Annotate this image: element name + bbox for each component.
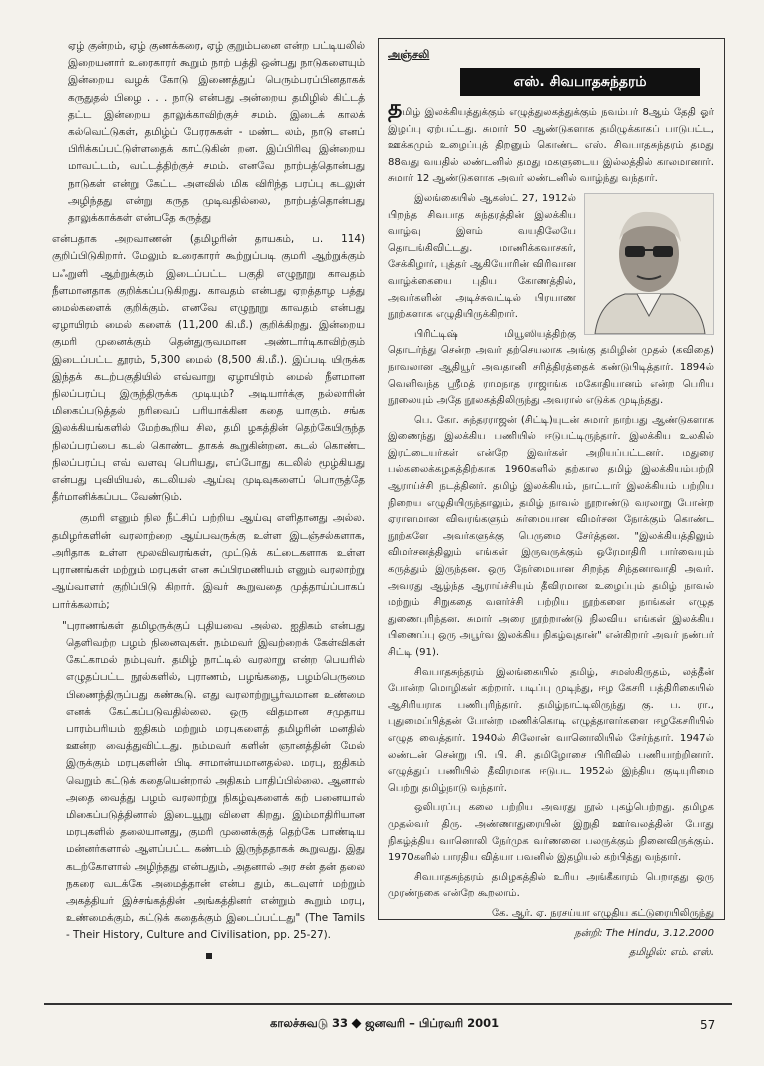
paragraph-2: என்பதாக அறவாணன் (தமிழரின் தாயகம், ப. 114) குறிப்பிடுகிறார். மேலும் உரைகாரர் கூற்றுப்படி குமரி ஆற்றுக்கும் பஃறுளி ஆற்றுக்கும் இடைப்பட்ட பகுதி எழுநூறு காவதம் நீளமானதாக குறிக்கப்படுகிறது. காவதம் என்பது ஏறத்தாழ பத்து மைல்களைக் குறிக்கும். எனவே எழுநூறு காவதம் என்பது ஏழாயிரம் மைல் களைக் (11,200 கி.மீ.) குறிக்கிறது. இன்றைய குமரி முனைக்கும் தென்துருவமான அண்டார்டிகாவிற்கும் இடைப்பட்ட தூரம், 5,300 மைல் (8,500 கி.மீ.). இப்படி யிருக்க இந்தக் கடற்பகுதியில் எவ்வாறு ஏழாயிரம் மைல் நீளமான நிலப்பரப்பு இருந்திருக்க முடியும்? அடியார்க்கு நல்லாரின் மிகைப்படுத்தல் நரிவைப் பரியாக்கின கதை யாகும். சங்க இலக்கியங்களில் மேற்கூறிய சில, தமி ழகத்தின் தெற்கேயிருந்த நிலப்பரப்பை கடல் கொண்ட தாகக் கூறுகின்றன. கடல் கொண்ட நிலப்பரப்பு எவ் வளவு பெரியது, எப்போது கடலில் மூழ்கியது என்பது புவியியல், கடலியல் ஆய்வு முடிவுகளைப் பொருத்தே தீர்மானிக்கப்பட வேண்டும். (52, 233, 365, 504)
tribute-column (388, 96, 714, 965)
paragraph-3: குமரி எனும் நில நீட்சிப் பற்றிய ஆய்வு எளிதானது அல்ல. தமிழர்களின் வரலாற்றை ஆய்பவருக்கு உள்ள இடஞ்சல்களாக, அரிதாக உள்ள மூலவிவரங்கள், முட்டுக் கட்டைகளாக உள்ள புராணங்கள் மற்றும் மரபுகள் என சுப்பிரமணியம் எனும் வரலாற்று ஆய்வாளர் குறிப்பிடு கிறார். இவர் கூறுவதை முத்தாய்ப்பாகப் பார்க்கலாம்; (52, 512, 365, 611)
quotation-block: "புராணங்கள் தமிழருக்குப் புதியவை அல்ல. ஐதிகம் என்பது தெளிவற்ற பழம் நினைவுகள். நம்மவர் இவற்றைக் கேள்விகள் கேட்காமல் நம்புவர். தமிழ் நாட்டில் வரலாறு என்ற பெயரில் எழுதப்பட்ட நூல்களில், புராணம், பழங்கதை, பழம்பெருமை பிணைந்திருப்பது கண்கூடு. எது வரலாற்றுபூர்வமான உண்மை எனக் கேட்கப்படுவதில்லை. ஒரு விதமான சமுதாய பாரம்பரியம் ஐதிகம் மற்றும் மரபுகளைத் தமிழரின் மனதில் ஊன்ற வைத்துவிட்டது. நம்மவர் களின் ஞானத்தின் மேல் இருக்கும் மரபுகளின் பிடி சாமான்யமானதல்ல. மரபு, ஐதிகம் வெறும் கட்டுக் கதையென்றால் அதிகம் பாதிப்பில்லை. ஆனால் அதை வைத்து பழம் வரலாற்று நிகழ்வுகளைக் கற் பனையால் மிகைப்படுத்தினால் இடையூறு விளை கிறது. இம்மாதிரியான மரபுகளில் தலையானது, குமரி முனைக்குத் தெற்கே பாண்டிய மன்னர்களால் ஆளப்பட்ட கண்டம் இருந்ததாகக் கூறுவது. இது கடற்கோளால் அழிந்தது என்பதும், அதனால் அர சன் தன் தலை நகரை வடக்கே அமைத்தான் என்ப தும், கடவுளர் மற்றும் அகத்தியர் இச்சங்கத்தின் அங்கத்தினர் என்றும் கூறும் மரபு, உண்மைக்கும், கட்டுக் கதைக்கும் இடைப்பட்டது" (The Tamils - Their History, Culture and Civilisation, pp. 25-27). (62, 619, 365, 942)
portrait-icon (585, 194, 713, 334)
drop-cap: த (388, 96, 403, 121)
credit-translator: தமிழில்: எம். எஸ். (629, 947, 714, 959)
section-tag: அஞ்சலி (388, 48, 430, 61)
credit-author: கே. ஆர். ஏ. நரசய்யா எழுதிய கட்டுரையிலிருந்து (491, 907, 714, 919)
tribute-paragraph-4: பெ. கோ. சுந்தரராஜன் (சிட்டி)யுடன் சுமார் நாற்பது ஆண்டுகளாக இணைந்து இலக்கிய பணியில் ஈடுபட்டிருந்தார். இலக்கிய உலகில் இரட்டையர்கள் என்றே இவர்கள் அறியப்பட்டனர். மதுரை பல்கலைக்கழகத்திற்காக 1960களில் தற்கால தமிழ் இலக்கியம்பற்றி ஆராய்ச்சி நடத்தினர். தமிழ் இலக்கியம், நாட்டார் இலக்கியம் பற்றிய நிறைய எழுதியிருந்தாலும், தமிழ் நாவல் நூறாண்டு வரலாறு போன்ற ஏராளமான விவரங்களும் சுர்மையான விமர்சன நோக்கும் கொண்ட நூற்களே அவர்களுக்கு பெருமை சேர்த்தன. "இலக்கியத்திலும் விமர்சனத்திலும் எங்கள் இருவருக்கும் ஒரேமாதிரி பார்வையும் கருத்தும் இருந்தன. ஒரு நேர்மையான சிறந்த சிந்தனாவாதி அவர். அவரது ஆழ்ந்த ஆராய்ச்சியும் தீவிரமான உழைப்பும் தமிழ் நாவல் மற்றும் சிறுகதை வளர்ச்சி பற்றிய நூற்களை நாங்கள் எழுத துணைபுரிந்தன. சுமார் அரை நூற்றாண்டு நிலவிய எங்கள் இலக்கிய பிணைப்பு ஒரு அபூர்வ இலக்கிய நிகழ்வுதான்" என்கிறார் அவர் நண்பர் சிட்டி (91). (388, 414, 714, 658)
tribute-paragraph-2: இலங்கையில் ஆகஸ்ட் 27, 1912ல் பிறந்த சிவபாத சுந்தரத்தின் இலக்கிய வாழ்வு இளம் வயதிலேயே தொடங்கிவிட்டது. மாணிக்கவாசகர், சேக்கிழார், புத்தர் ஆகியோரின் விரிவான வாழ்க்கையை புதிய கோணத்தில், அவர்களின் அடிச்சுவட்டில் பிரயாண நூற்களாக எழுதியிருக்கிறார். (388, 192, 576, 321)
tribute-title: எஸ். சிவபாதசுந்தரம் (460, 68, 700, 96)
tribute-paragraph-5: சிவபாதசுந்தரம் இலங்கையில் தமிழ், சமஸ்கிருதம், லத்தீன் போன்ற மொழிகள் கற்றார். படிப்பு முடிந்து, ஈழ கேசரி பத்திரிகையில் ஆசிரியராக பணிபுரிந்தார். தமிழ்நாட்டிலிருந்து கு. ப. ரா., புதுமைப்பித்தன் போன்ற மணிக்கொடி எழுத்தாளர்களை ஈழகேசரியில் எழுத வைத்தார். 1940ல் சிலோன் வானொலியில் சேர்ந்தார். 1947ல் லண்டன் சென்று பி. பி. சி. தமிழோசை பிரிவில் பணியாற்றினார். எழுத்துப் பணியில் தீவிரமாக ஈடுபட 1952ல் இந்திய குடியுரிமை பெற்று தமிழ்நாடு வந்தார். (388, 666, 714, 794)
end-mark-icon (206, 953, 212, 959)
diamond-icon (352, 1019, 362, 1029)
tribute-paragraph-3: பிரிட்டிஷ் மியூஸியத்திற்கு தொடர்ந்து சென்ற அவர் தற்செயலாக அங்கு தமிழின் முதல் (கவிதை) நாவலான ஆதியூர் அவதானி சரித்திரத்தைக் கண்டுபிடித்தார். 1894ல் வெளிவந்த ஸ்ரீமத் ராமநாத ராஜாங்க மகோதியானம் என்ற பெரிய நூலையும் அதே நூலகத்திலிருந்து அவரால் எடுக்க முடிந்தது. (388, 328, 714, 407)
footer-issue (270, 1016, 499, 1032)
left-article-column (52, 38, 365, 959)
credit-source: நன்றி: The Hindu, 3.12.2000 (574, 927, 714, 939)
magazine-issue: காலச்சுவடு 33 (270, 1016, 349, 1030)
issue-date: ஜனவரி – பிப்ரவரி 2001 (365, 1016, 500, 1030)
portrait-photo (584, 193, 714, 335)
quoted-paragraph-1: ஏழ் குன்றம், ஏழ் குணக்கரை, ஏழ் குறும்பனை என்ற பட்டியலில் இறையனார் உரைகாரர் கூறும் நாற் பத்தி ஒன்பது நாடுகளையும் இன்றைய வழக் கோடு இணைத்துப் பெரும்பரப்பினதாகக் கருதுதல் பிழை . . . நாடு என்பது அன்றைய தமிழில் கிட்டத் தட்ட இன்றைய தாலுக்காவிற்குச் சமம். இடைக் காலக் கல்வெட்டுகள், தமிழ்ப் பேரரசுகள் - மண்ட லம், நாடு எனப் பிரிக்கப்பட்டுள்ளதைக் காட்டுகின் றன. இப்பிரிவு இன்றைய மாவட்டம், வட்டத்திற்குச் சமம். எனவே நாற்பத்தொன்பது நாடுகள் என்று கேட்ட அளவில் மிக விரிந்த பரப்பு கடலுள் அழிந்தது என்று கருத முடிவதில்லை, நாற்பத்தொன்பது தாலுக்காக்கள் என்பதே கருத்து (68, 40, 365, 225)
page-number: 57 (700, 1018, 716, 1032)
tribute-paragraph-7: சிவபாதசுந்தரம் தமிழகத்தில் உரிய அங்கீகாரம் பெறாதது ஒரு முரண்நகை என்றே கூறலாம். (388, 871, 714, 900)
footer-divider (44, 1003, 732, 1005)
tribute-paragraph-6: ஒலிபரப்பு கலை பற்றிய அவரது நூல் புகழ்பெற்றது. தமிழக முதல்வர் திரு. அண்ணாதுரையின் இறுதி ஊர்வலத்தின் போது நிகழ்த்திய வானொலி நேர்முக வர்ணனை பலருக்கும் நினைவிருக்கும். 1970களில் பாரதிய வித்யா பவனில் இதழியல் கற்பித்து வந்தார். (388, 802, 714, 864)
tribute-paragraph-1: தமிழ் இலக்கியத்துக்கும் எழுத்துலகத்துக்கும் நவம்பர் 8ஆம் தேதி ஓர் இழப்பு ஏற்பட்டது. சுமார் 50 ஆண்டுகளாக தமிழுக்காகப் பாடுபட்ட, ஊக்கமும் உழைப்புத் திறனும் கொண்ட எஸ். சிவபாதசுந்தரம் தமது 88வது வயதில் லண்டனில் தமது மகளுடைய இல்லத்தில் காலமானார். சுமார் 12 ஆண்டுகளாக அவர் லண்டனில் வாழ்ந்து வந்தார். (388, 96, 714, 185)
